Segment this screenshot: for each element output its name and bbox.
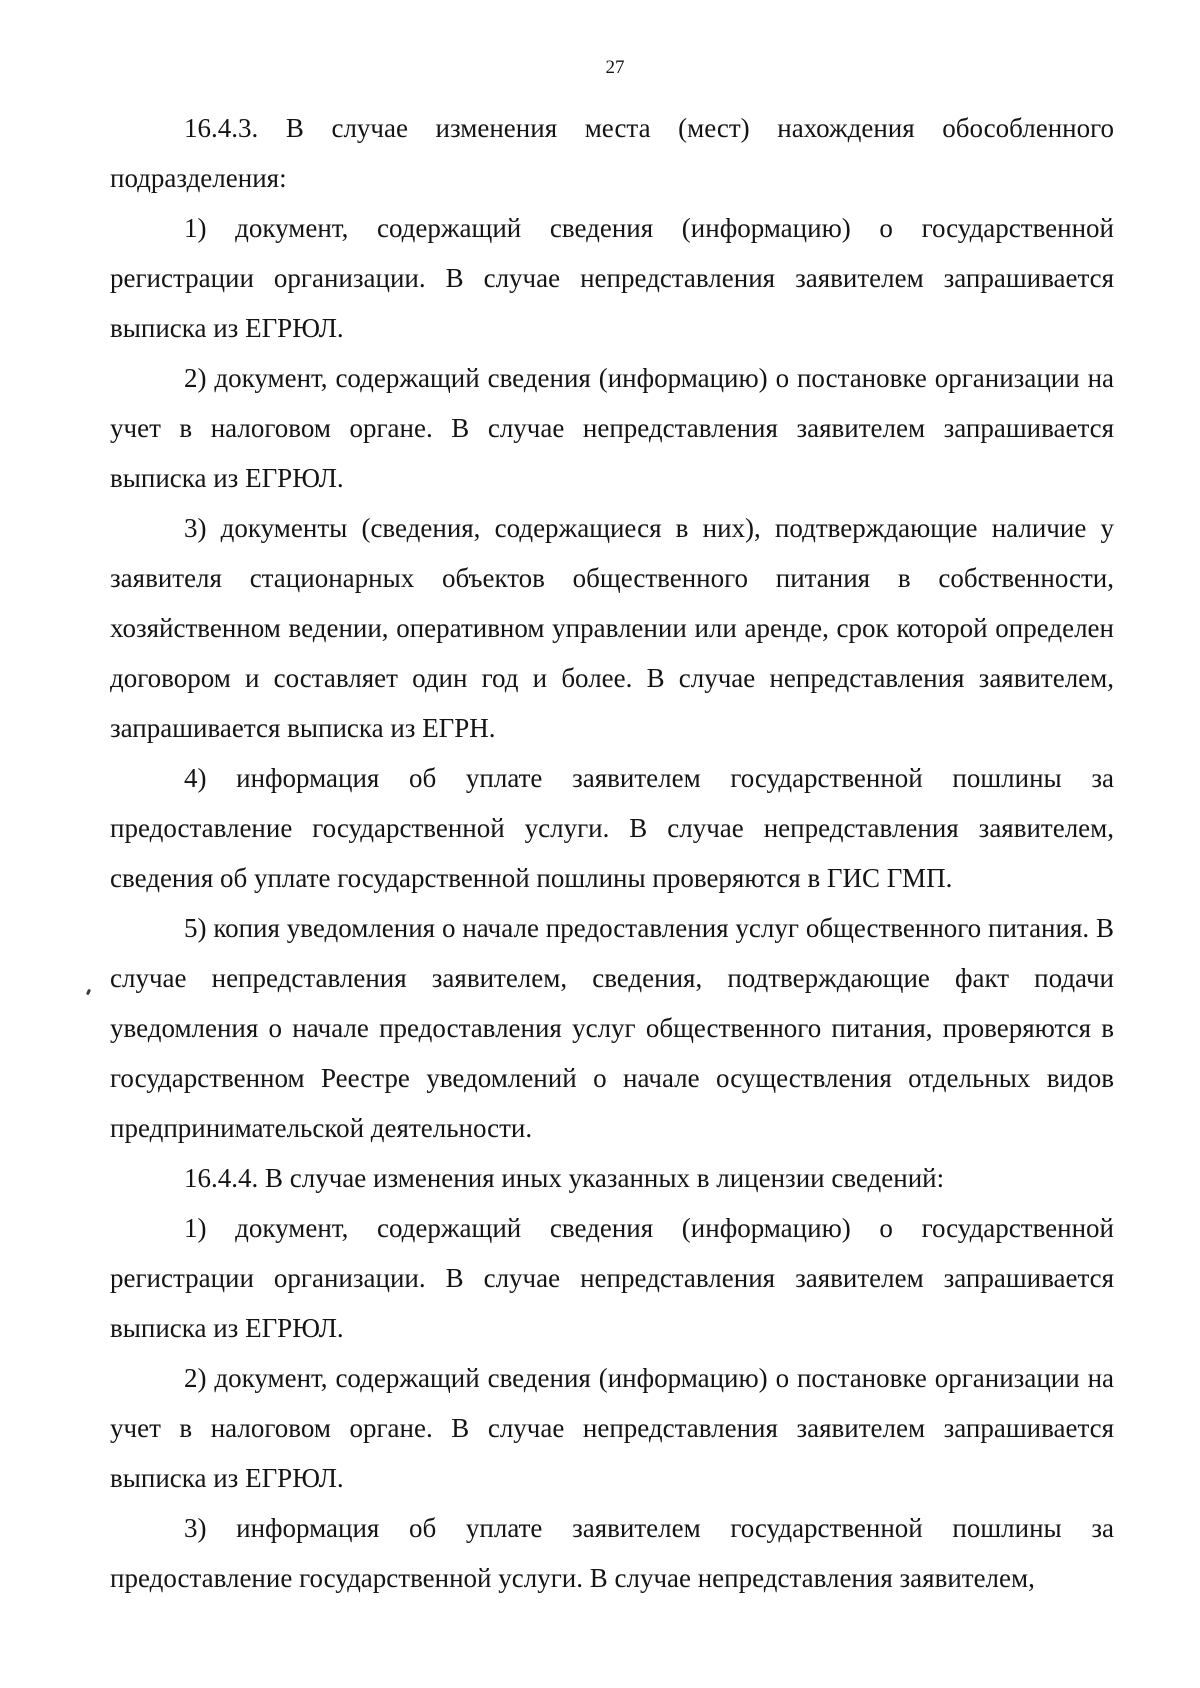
scan-speck	[86, 989, 91, 996]
paragraph-16-4-4-item-1: 1) документ, содержащий сведения (информацию) о государственной регистрации организации. В случае непредставления заявителем запрашивается выписка из ЕГРЮЛ.	[110, 1213, 1114, 1343]
paragraph-16-4-3-item-3: 3) документы (сведения, содержащиеся в них), подтверждающие наличие у заявителя стационарных объектов общественного питания в собственности, хозяйственном ведении, оперативном управлении или аренде, срок которой определен договором и составляет один год и более. В случае непредставления заявителем, запрашивается выписка из ЕГРН.	[110, 513, 1114, 743]
document-body	[110, 103, 1114, 1603]
paragraph-16-4-4-item-3: 3) информация об уплате заявителем государственной пошлины за предоставление государственной услуги. В случае непредставления заявителем,	[110, 1513, 1114, 1593]
paragraph-16-4-3-item-1: 1) документ, содержащий сведения (информацию) о государственной регистрации организации. В случае непредставления заявителем запрашивается выписка из ЕГРЮЛ.	[110, 213, 1114, 343]
paragraph-16-4-4-item-2: 2) документ, содержащий сведения (информацию) о постановке организации на учет в налоговом органе. В случае непредставления заявителем запрашивается выписка из ЕГРЮЛ.	[110, 1363, 1114, 1493]
section-16-4-3-heading: 16.4.3. В случае изменения места (мест) нахождения обособленного подразделения:	[110, 113, 1114, 193]
section-16-4-4-heading: 16.4.4. В случае изменения иных указанных в лицензии сведений:	[184, 1163, 945, 1193]
paragraph-16-4-3-item-2: 2) документ, содержащий сведения (информацию) о постановке организации на учет в налоговом органе. В случае непредставления заявителем запрашивается выписка из ЕГРЮЛ.	[110, 363, 1114, 493]
paragraph-16-4-3-item-4: 4) информация об уплате заявителем государственной пошлины за предоставление государственной услуги. В случае непредставления заявителем, сведения об уплате государственной пошлины проверяются в ГИС ГМП.	[110, 763, 1114, 893]
paragraph-16-4-3-item-5: 5) копия уведомления о начале предоставления услуг общественного питания. В случае непредставления заявителем, сведения, подтверждающие факт подачи уведомления о начале предоставления услуг общественного питания, проверяются в государственном Реестре уведомлений о начале осуществления отдельных видов предпринимательской деятельности.	[110, 913, 1114, 1143]
page-number: 27	[605, 57, 625, 78]
